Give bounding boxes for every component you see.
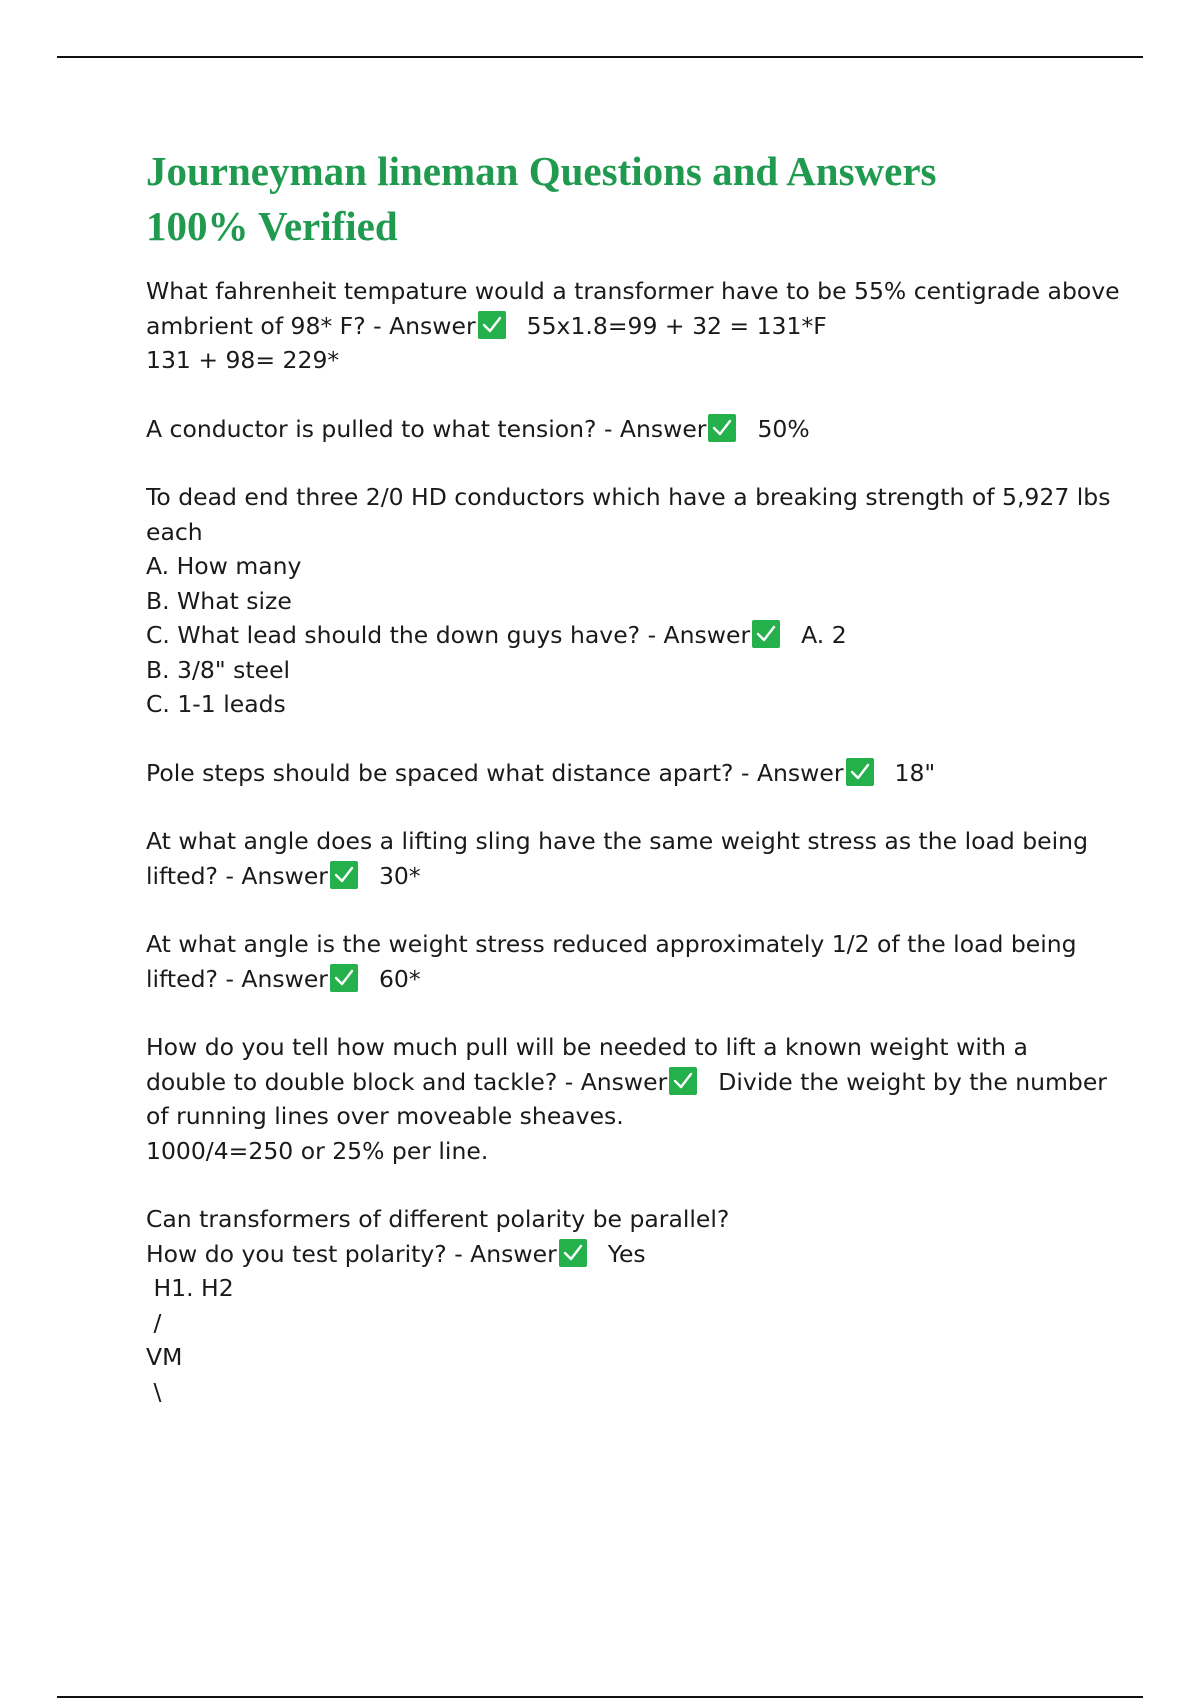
question-text: How do you test polarity? - Answer	[146, 1239, 557, 1268]
question-text: C. What lead should the down guys have? - Answer	[146, 621, 751, 649]
question-text: lifted? - Answer	[146, 964, 328, 993]
question-line: each	[146, 517, 203, 546]
question-answer-line	[146, 618, 1096, 653]
question-answer-line	[146, 309, 1096, 344]
answer-line: C. 1-1 leads	[146, 690, 286, 718]
bottom-rule	[57, 1696, 1143, 1698]
answer-text: 60*	[378, 964, 421, 993]
question-answer-line	[146, 1065, 1107, 1100]
question-line: B. What size	[146, 586, 292, 615]
question-line: At what angle does a lifting sling have the same weight stress as the load being	[146, 827, 1088, 855]
checkmark-icon	[330, 861, 358, 889]
question-line: What fahrenheit tempature would a transformer have to be 55% centigrade above	[146, 277, 1120, 305]
answer-line: /	[146, 1308, 162, 1337]
question-line: To dead end three 2/0 HD conductors which have a breaking strength of 5,927 lbs	[146, 483, 1111, 511]
answer-line: H1. H2	[146, 1274, 234, 1302]
answer-line: VM	[146, 1343, 183, 1371]
top-rule	[57, 56, 1143, 58]
question-text: Pole steps should be spaced what distance apart? - Answer	[146, 758, 844, 787]
qa-item	[146, 927, 1096, 996]
question-answer-line	[146, 859, 1096, 894]
qa-item	[146, 480, 1111, 722]
checkmark-icon	[669, 1067, 697, 1095]
question-answer-line	[146, 756, 1096, 791]
qa-list	[146, 274, 1120, 1409]
question-line: A. How many	[146, 552, 302, 580]
checkmark-icon	[752, 620, 780, 648]
answer-line: of running lines over moveable sheaves.	[146, 1102, 624, 1130]
question-text: ambrient of 98* F? - Answer	[146, 311, 476, 340]
qa-item	[146, 412, 1096, 447]
checkmark-icon	[478, 311, 506, 339]
title-line: 100% Verified	[146, 203, 398, 249]
checkmark-icon	[708, 414, 736, 442]
question-line: At what angle is the weight stress reduced approximately 1/2 of the load being	[146, 930, 1077, 958]
question-line: How do you tell how much pull will be needed to lift a known weight with a	[146, 1033, 1028, 1061]
qa-item	[146, 1202, 1096, 1409]
answer-text: Yes	[607, 1239, 646, 1268]
qa-item	[146, 824, 1096, 893]
question-text: A conductor is pulled to what tension? - Answer	[146, 414, 707, 443]
answer-line: \	[146, 1377, 162, 1406]
question-text: double to double block and tackle? - Answer	[146, 1067, 668, 1096]
question-answer-line	[146, 962, 1096, 997]
question-text: lifted? - Answer	[146, 861, 328, 890]
answer-text: 50%	[757, 414, 810, 443]
qa-item	[146, 274, 1120, 378]
answer-line: B. 3/8" steel	[146, 655, 291, 684]
checkmark-icon	[330, 964, 358, 992]
answer-text: 18"	[894, 758, 936, 787]
answer-text: 30*	[378, 861, 421, 890]
document-body	[146, 144, 1120, 1443]
answer-line: 131 + 98= 229*	[146, 346, 340, 374]
answer-text: 55x1.8=99 + 32 = 131*F	[526, 311, 827, 340]
answer-text: Divide the weight by the number	[718, 1067, 1107, 1096]
question-answer-line	[146, 412, 1096, 447]
checkmark-icon	[559, 1239, 587, 1267]
qa-item	[146, 756, 1096, 791]
question-line: Can transformers of different polarity be parallel?	[146, 1205, 730, 1233]
answer-line: 1000/4=250 or 25% per line.	[146, 1136, 489, 1165]
qa-item	[146, 1030, 1107, 1168]
question-answer-line	[146, 1237, 1096, 1272]
document-title	[146, 144, 1096, 254]
answer-text: A. 2	[801, 621, 847, 649]
checkmark-icon	[846, 758, 874, 786]
title-line: Journeyman lineman Questions and Answers	[146, 148, 937, 194]
